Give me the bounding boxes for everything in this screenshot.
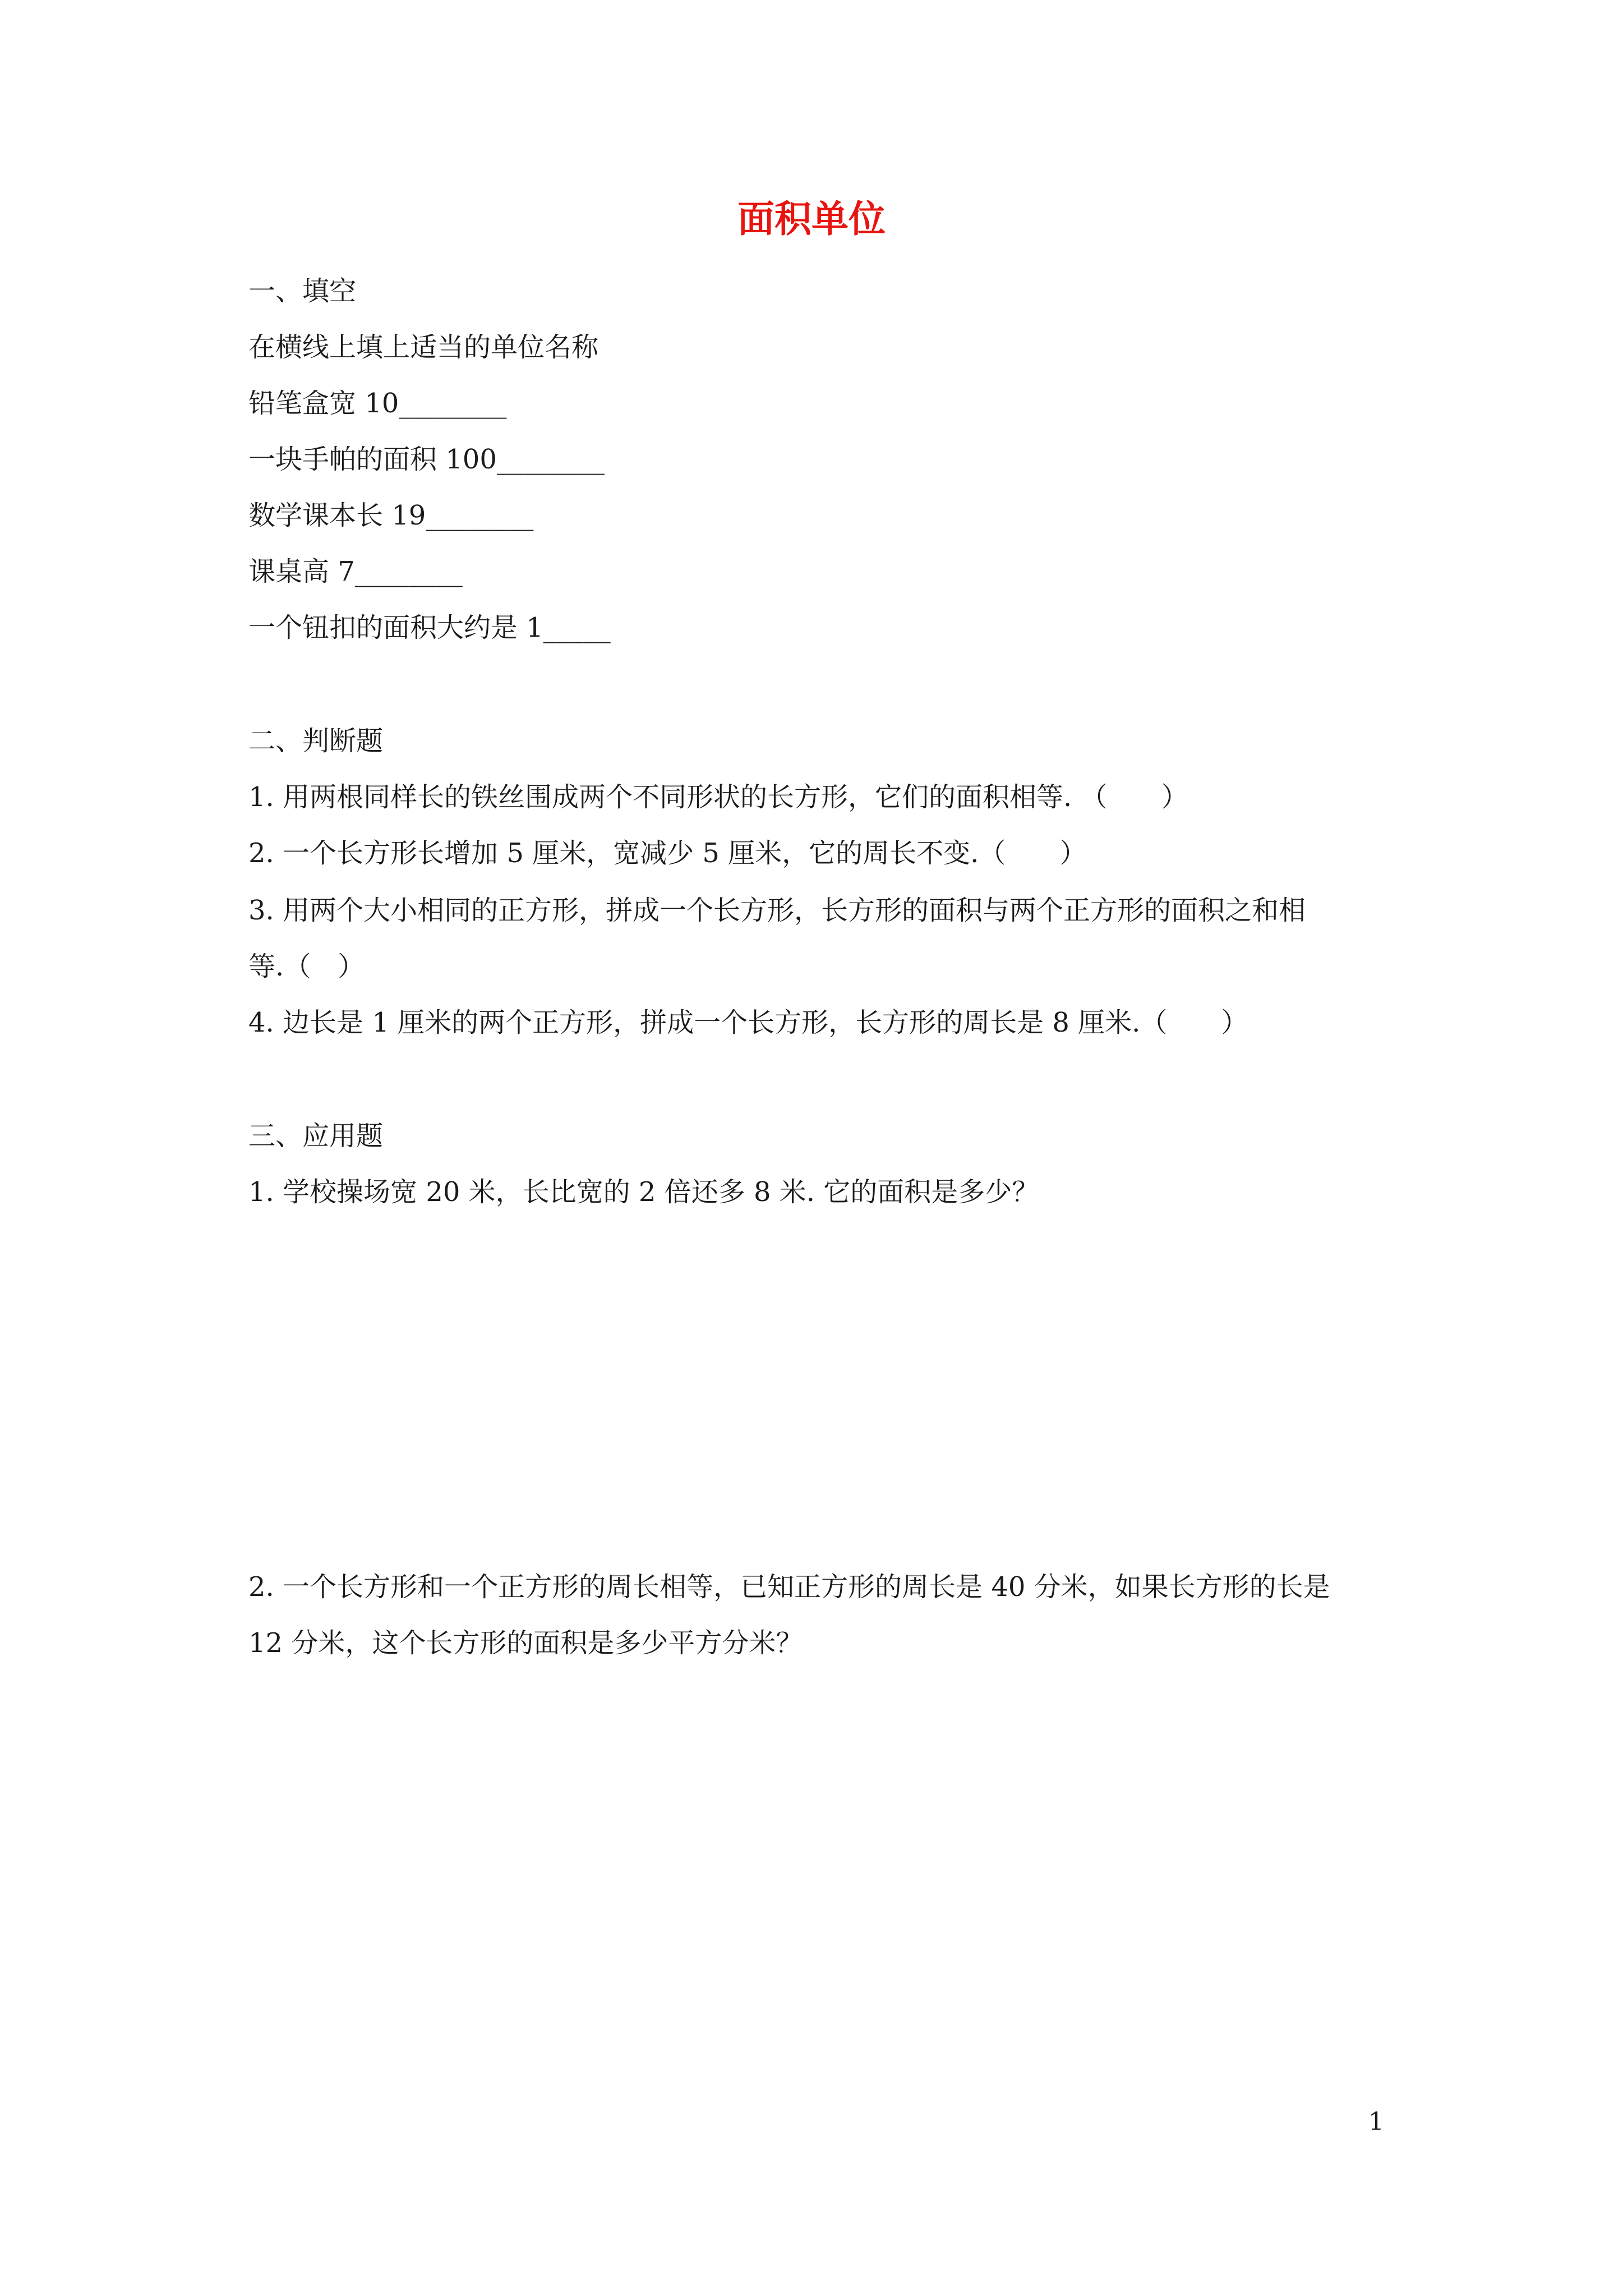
section-heading-true-false: 二、判断题 bbox=[248, 725, 384, 757]
page-number: 1 bbox=[1368, 2108, 1384, 2136]
true-false-item-3-line-2: 等.（ ） bbox=[248, 951, 365, 982]
section-heading-fill-blank: 一、填空 bbox=[248, 275, 357, 307]
fill-blank-item-1: 铅笔盒宽 10________ bbox=[248, 388, 507, 419]
fill-blank-item-3: 数学课本长 19________ bbox=[248, 500, 534, 531]
true-false-item-3-line-1: 3. 用两个大小相同的正方形，拼成一个长方形，长方形的面积与两个正方形的面积之和相 bbox=[248, 895, 1306, 926]
section-heading-word-problems: 三、应用题 bbox=[248, 1120, 384, 1152]
true-false-item-4: 4. 边长是 1 厘米的两个正方形，拼成一个长方形，长方形的周长是 8 厘米.（ ） bbox=[248, 1007, 1248, 1038]
word-problem-1: 1. 学校操场宽 20 米，长比宽的 2 倍还多 8 米. 它的面积是多少？ bbox=[248, 1176, 1039, 1208]
fill-blank-instruction: 在横线上填上适当的单位名称 bbox=[248, 332, 599, 363]
page-title: 面积单位 bbox=[737, 197, 886, 241]
true-false-item-2: 2. 一个长方形长增加 5 厘米，宽减少 5 厘米，它的周长不变.（ ） bbox=[248, 838, 1087, 869]
word-problem-2-line-1: 2. 一个长方形和一个正方形的周长相等，已知正方形的周长是 40 分米，如果长方形的长是 bbox=[248, 1571, 1330, 1603]
fill-blank-item-4: 课桌高 7________ bbox=[248, 556, 463, 587]
true-false-item-1: 1. 用两根同样长的铁丝围成两个不同形状的长方形，它们的面积相等. （ ） bbox=[248, 781, 1188, 813]
fill-blank-item-5: 一个钮扣的面积大约是 1_____ bbox=[248, 612, 611, 643]
fill-blank-item-2: 一块手帕的面积 100________ bbox=[248, 444, 605, 475]
word-problem-2-line-2: 12 分米，这个长方形的面积是多少平方分米？ bbox=[248, 1627, 803, 1659]
